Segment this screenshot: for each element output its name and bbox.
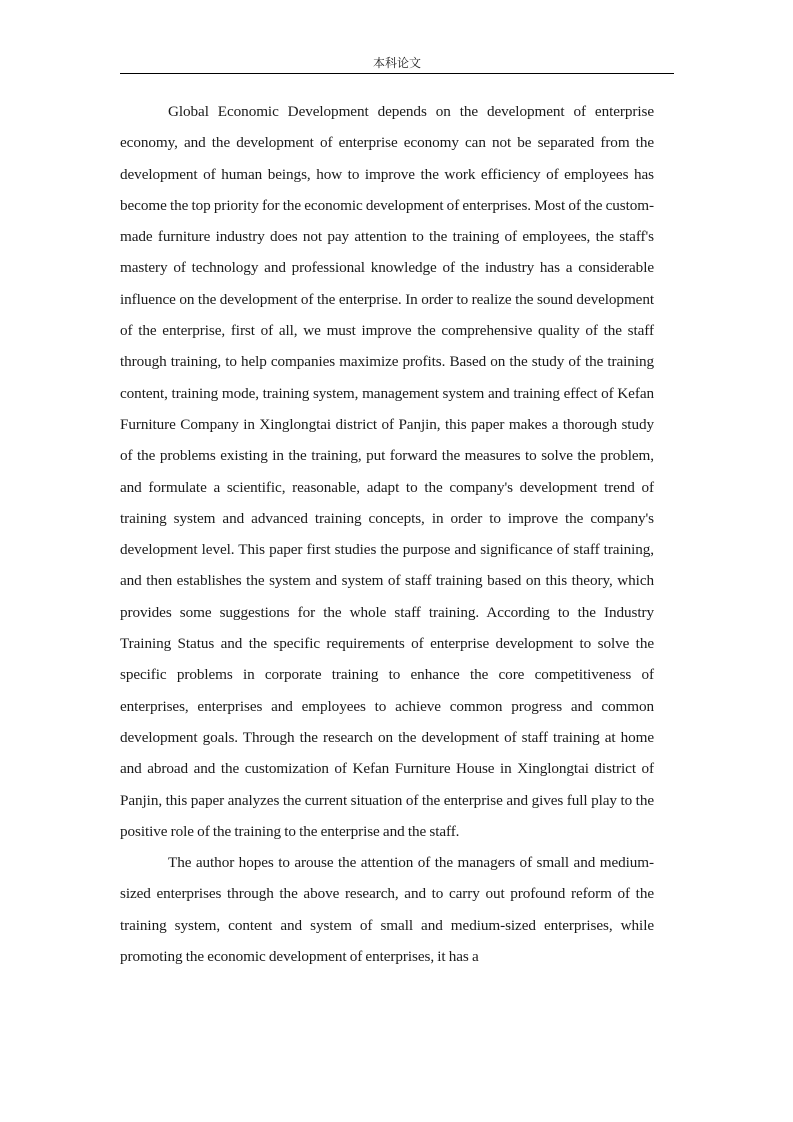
paragraph-1: Global Economic Development depends on the development of enterprise economy, and the development of enterprise economy can not be separated from the development of human beings, how to improve the work efficiency of employees has become the top priority for the economic development of enterprises. Most of the custom-made furniture industry does not pay attention to the training of employees, the staff's mastery of technology and professional knowledge of the industry has a considerable influence on the development of the enterprise. In order to realize the sound development of the enterprise, first of all, we must improve the comprehensive quality of the staff through training, to help companies maximize profits. Based on the study of the training content, training mode, training system, management system and training effect of Kefan Furniture Company in Xinglongtai district of Panjin, this paper makes a thorough study of the problems existing in the training, put forward the measures to solve the problem, and formulate a scientific, reasonable, adapt to the company's development trend of training system and advanced training concepts, in order to improve the company's development level. This paper first studies the purpose and significance of staff training, and then establishes the system and system of staff training based on this theory, which provides some suggestions for the whole staff training. According to the Industry Training Status and the specific requirements of enterprise development to solve the specific problems in corporate training to enhance the core competitiveness of enterprises, enterprises and employees to achieve common progress and common development goals. Through the research on the development of staff training at home and abroad and the customization of Kefan Furniture House in Xinglongtai district of Panjin, this paper analyzes the current situation of the enterprise and gives full play to the positive role of the training to the enterprise and the staff. [120, 103, 654, 840]
body-text [120, 96, 654, 972]
running-header: 本科论文 [372, 56, 421, 70]
paragraph-2: The author hopes to arouse the attention of the managers of small and medium-sized enterprises through the above research, and to carry out profound reform of the training system, content and system of small and medium-sized enterprises, while promoting the economic development of enterprises, it has a [120, 854, 654, 966]
header-rule [120, 73, 674, 74]
